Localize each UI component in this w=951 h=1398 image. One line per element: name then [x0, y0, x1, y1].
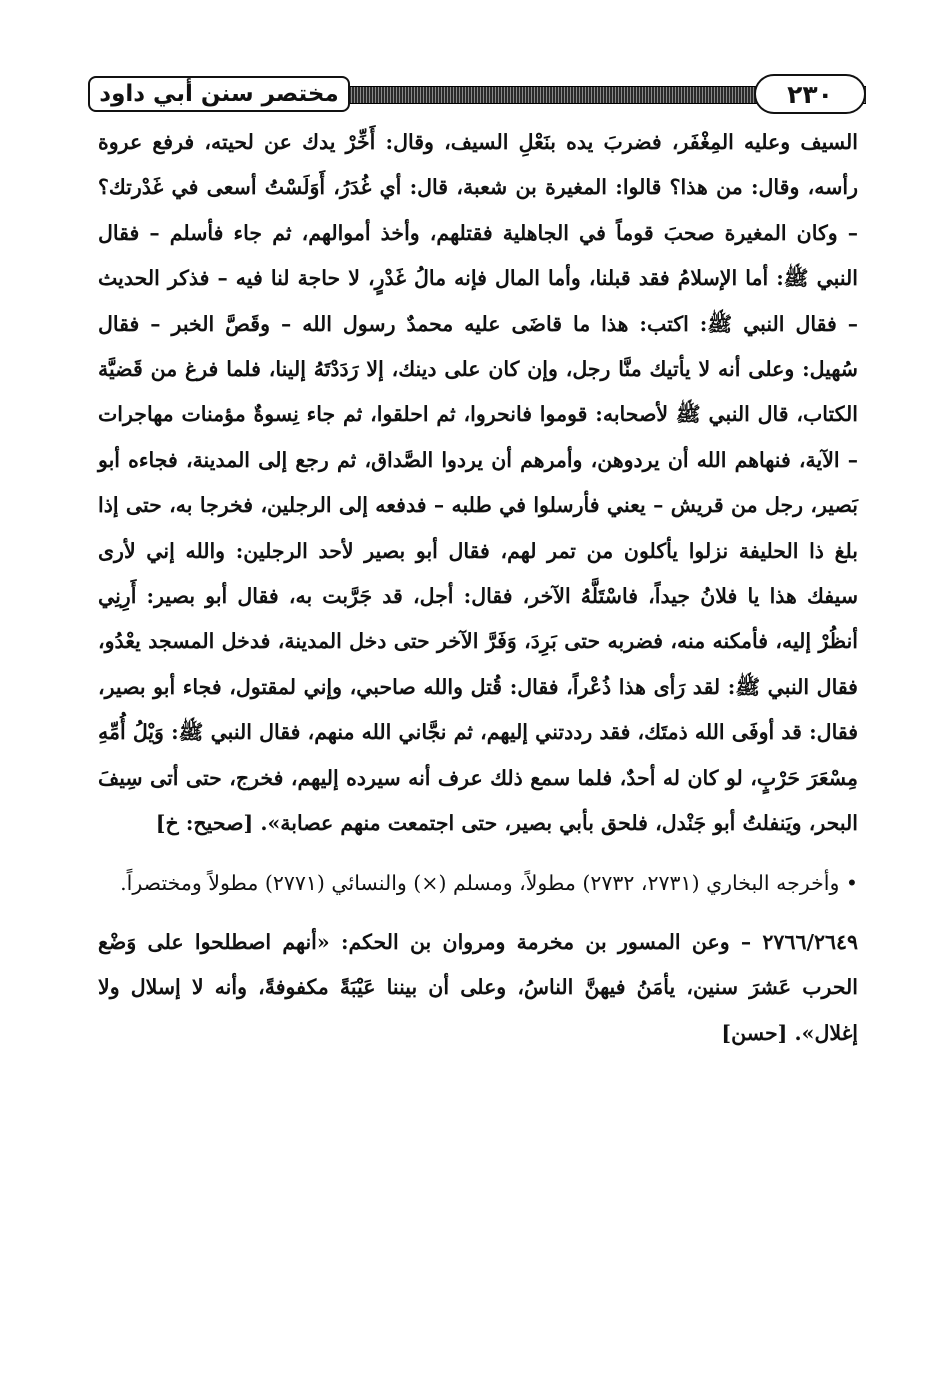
hadith-grade: [صحيح: خ]	[155, 811, 254, 836]
hadith-text: السيف وعليه المِغْفَر، فضربَ يده بنَعْلِ السيف، وقال: أَخِّرْ يدك عن لحيته، فرفع عروة رأسه، وقال: من هذا؟ قالوا: المغيرة بن شعبة، قال: أي غُدَرُ، أَوَلَسْتُ أسعى في غَدْرتك؟ – وكان المغيرة صحبَ قوماً في الجاهلية فقتلهم، وأخذ أموالهم، ثم جاء فأسلم – فقال النبي ﷺ: أما الإسلامُ فقد قبلنا، وأما المال فإنه مالُ غَدْرٍ، لا حاجة لنا فيه – فذكر الحديث – فقال النبي ﷺ: اكتب: هذا ما قاضَى عليه محمدٌ رسول الله – وقَصَّ الخبر – فقال سُهيل: وعلى أنه لا يأتيك منَّا رجل، وإن كان على دينك، إلا رَدَدْتَهُ إلينا، فلما فرغ من قَضيَّة الكتاب، قال النبي ﷺ لأصحابه: قوموا فانحروا، ثم احلقوا، ثم جاء نِسوةٌ مؤمنات مهاجرات – الآية، فنهاهم الله أن يردوهن، وأمرهم أن يردوا الصَّداق، ثم رجع إلى المدينة، فجاءه أبو بَصير، رجل من قريش – يعني فأرسلوا في طلبه – فدفعه إلى الرجلين، فخرجا به، حتى إذا بلغ ذا الحليفة نزلوا يأكلون من تمر لهم، فقال أبو بصير لأحد الرجلين: والله إني لأرى سيفك هذا يا فلانُ جيداً، فاسْتَلَّهُ الآخر، فقال: أجل، قد جَرَّبت به، فقال أبو بصير: أَرِنِي أنظُرْ إليه، فأمكنه منه، فضربه حتى بَرِدَ، وَفَرَّ الآخر حتى دخل المدينة، فدخل المسجد يعْدُو، فقال النبي ﷺ: لقد رَأى هذا ذُعْراً، فقال: قُتل والله صاحبي، وإني لمقتول، فجاء أبو بصير، فقال: قد أوفَى الله ذمتَك، فقد رددتني إليهم، ثم نجَّاني الله منهم، فقال النبي ﷺ: وَيْلُ أُمِّهِ مِسْعَرَ حَرْبٍ، لو كان له أحدٌ، فلما سمع ذلك عرف أنه سيرده إليهم، فخرج، حتى أتى سِيفَ البحر، ويَنفلتُ أبو جَنْدل، فلحق بأبي بصير، حتى اجتمعت منهم عصابة».	[98, 130, 858, 836]
page-header	[88, 72, 866, 116]
page-body	[98, 120, 858, 1056]
book-title: مختصر سنن أبي داود	[88, 76, 350, 112]
hadith-grade: [حسن]	[721, 1020, 788, 1045]
hadith-paragraph	[98, 920, 858, 1056]
hadith-text: ٢٧٦٦/٢٦٤٩ – وعن المسور بن مخرمة ومروان بن الحكم: «أنهم اصطلحوا على وَضْع الحرب عَشرَ سنين، يأمَنُ فيهنَّ الناسُ، وعلى أن بيننا عَيْبَةً مكفوفةً، وأنه لا إسلال ولا إغلال».	[98, 929, 858, 1045]
takhrij-text: • وأخرجه البخاري (٢٧٣١، ٢٧٣٢) مطولاً، ومسلم (×) والنسائي (٢٧٧١) مطولاً ومختصراً.	[120, 870, 858, 895]
takhrij-note	[98, 861, 858, 906]
page-number: ٢٣٠	[754, 74, 866, 114]
hadith-paragraph	[98, 120, 858, 847]
